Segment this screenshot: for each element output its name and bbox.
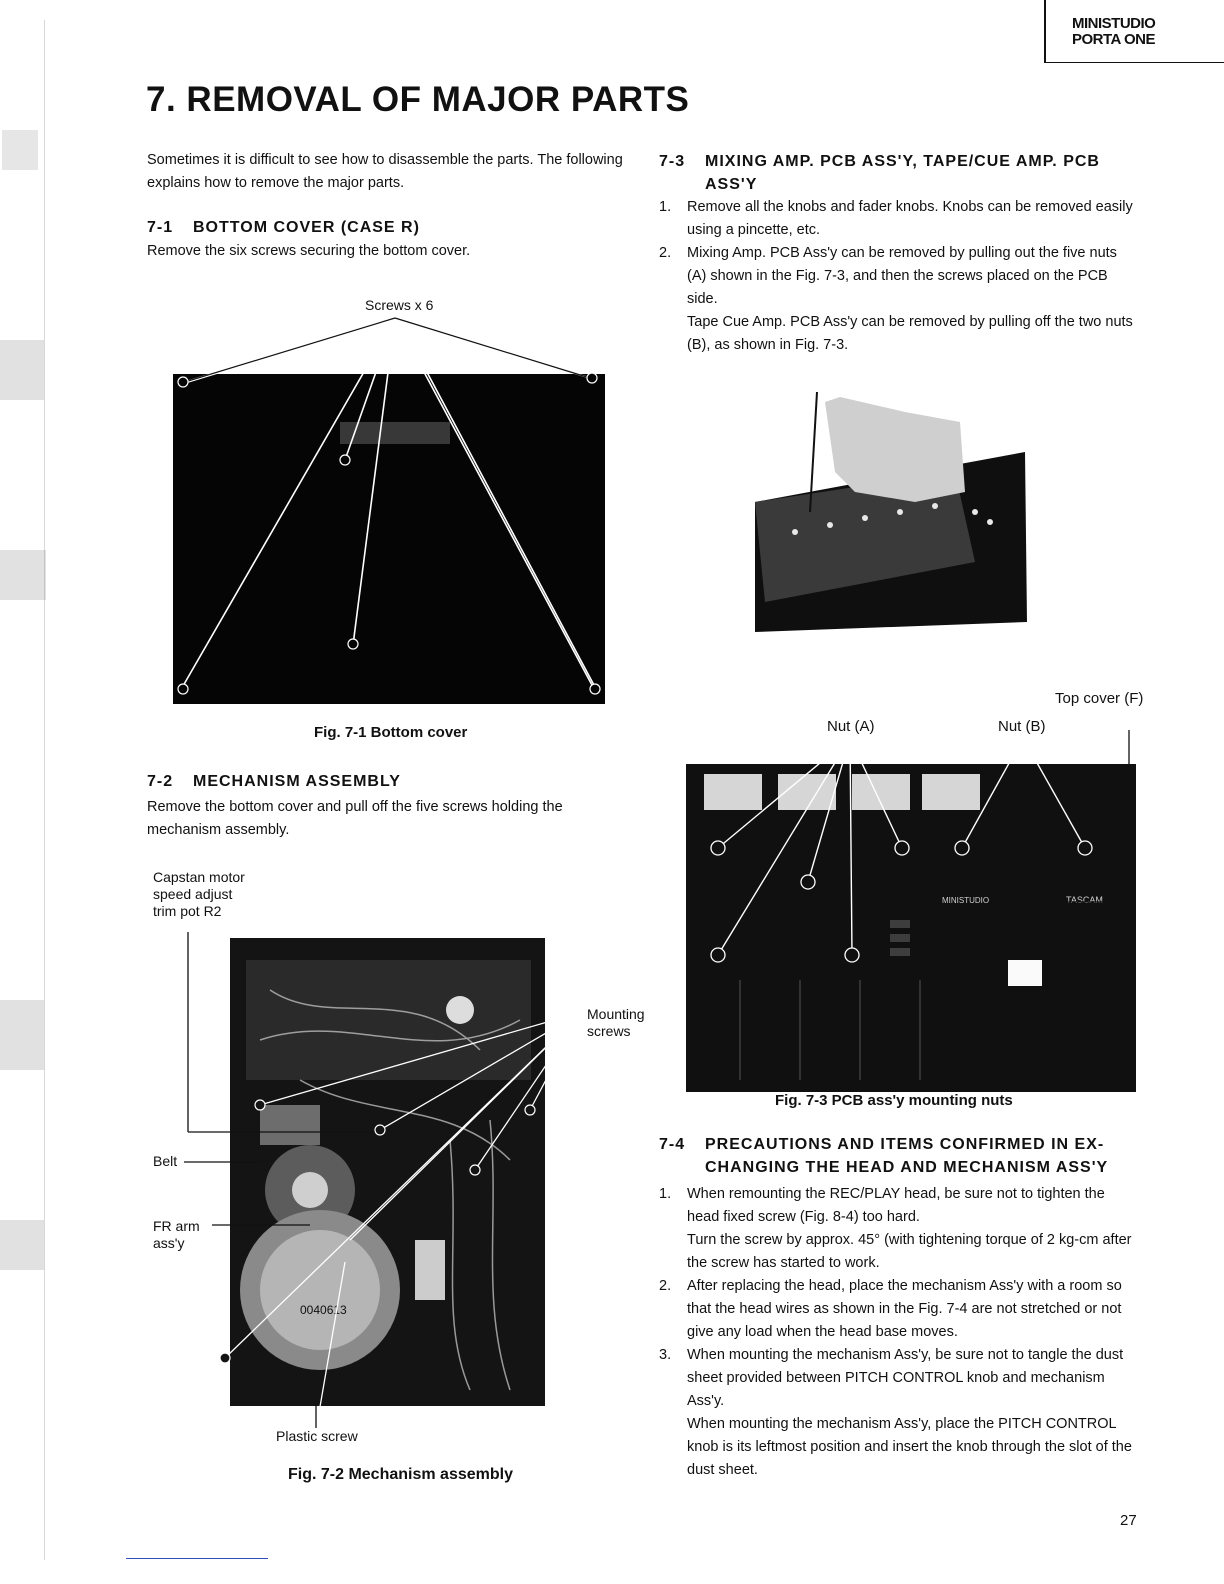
part-number-label: 0040613: [300, 1303, 347, 1317]
section-7-3-list: [659, 196, 1137, 357]
callout-mounting-screws: [587, 1006, 645, 1040]
trim-pot: [446, 996, 474, 1024]
section-7-4-item-2: [659, 1275, 1137, 1344]
section-7-3-number: 7-3: [659, 153, 686, 170]
mounting-screw-marker: [220, 1353, 230, 1363]
section-7-2-title: MECHANISM ASSEMBLY: [193, 773, 401, 790]
page-title: 7. REMOVAL OF MAJOR PARTS: [146, 80, 690, 119]
figure-7-2-caption: Fig. 7-2 Mechanism assembly: [288, 1466, 513, 1483]
mounting-screw-marker: [375, 1125, 385, 1135]
section-7-1-number: 7-1: [147, 219, 174, 236]
mechanism-pcb: [246, 960, 531, 1080]
nut-b-marker: [955, 841, 969, 855]
section-7-3-heading: [659, 150, 1149, 196]
section-7-4-title-line-1: PRECAUTIONS AND ITEMS CONFIRMED IN EX-: [705, 1136, 1105, 1153]
brand-line-1: MINISTUDIO: [1072, 15, 1156, 32]
section-7-4-item-2-text: After replacing the head, place the mechanism Ass'y with a room so that the head wires as shown in the Fig. 7-4 are not stretched or not give any load when the head base moves.: [687, 1278, 1122, 1340]
callout-mounting-line-2: screws: [587, 1023, 631, 1039]
mounting-screw-marker: [470, 1165, 480, 1175]
section-7-4-heading: [659, 1133, 1149, 1179]
section-7-4-item-1-text: When remounting the REC/PLAY head, be sure not to tighten the head fixed screw (Fig. 8-4) too hard.: [687, 1186, 1105, 1225]
section-7-4-number: 7-4: [659, 1136, 686, 1153]
section-7-3-item-2: [659, 242, 1137, 357]
figure-7-2-mechanism: [150, 920, 590, 1430]
mounting-screw-marker: [255, 1100, 265, 1110]
panel-label-tascam: TASCAM: [1066, 895, 1103, 905]
panel-label-ministudio: MINISTUDIO: [942, 896, 990, 905]
section-7-3-item-2-extra: Tape Cue Amp. PCB Ass'y can be removed by pulling off the two nuts (B), as shown in Fig. 7-3.: [687, 314, 1133, 353]
callout-belt: Belt: [153, 1153, 178, 1169]
mounting-screw-marker: [525, 1105, 535, 1115]
section-7-4-list: [659, 1183, 1137, 1482]
section-7-3-item-2-number: 2.: [659, 245, 672, 261]
section-7-4-item-3-extra: When mounting the mechanism Ass'y, place the PITCH CONTROL knob is its leftmost position and insert the knob through the slot of the dust sheet.: [687, 1416, 1132, 1478]
section-7-3-title-line-1: MIXING AMP. PCB ASS'Y, TAPE/CUE AMP. PCB: [705, 153, 1100, 170]
mixer-panel: [686, 764, 1136, 1092]
nut-a-marker: [711, 841, 725, 855]
callout-capstan-motor: [153, 869, 245, 920]
screw-marker: [340, 455, 350, 465]
section-7-1-title: BOTTOM COVER (CASE R): [193, 219, 420, 236]
section-7-3-item-1: [659, 196, 1137, 242]
section-7-1-body: Remove the six screws securing the bottom cover.: [147, 243, 471, 259]
nut-a-marker: [895, 841, 909, 855]
section-7-4-item-1: [659, 1183, 1137, 1275]
section-7-4-item-1-number: 1.: [659, 1186, 672, 1202]
callout-capstan-line-1: Capstan motor: [153, 869, 245, 885]
section-7-3-item-1-text: Remove all the knobs and fader knobs. Knobs can be removed easily using a pincette, etc.: [687, 199, 1133, 238]
capstan-hub: [292, 1172, 328, 1208]
callout-screws: Screws x 6: [365, 297, 434, 313]
scan-edge-artifact: [0, 0, 50, 1584]
intro-paragraph: Sometimes it is difficult to see how to disassemble the parts. The following explains how to remove the major parts.: [147, 152, 623, 191]
section-7-4-item-2-number: 2.: [659, 1278, 672, 1294]
callout-plastic-screw: Plastic screw: [276, 1428, 358, 1444]
section-7-3-item-1-number: 1.: [659, 199, 672, 215]
figure-knob-removal-photo: [755, 392, 1030, 632]
figure-7-3-caption: Fig. 7-3 PCB ass'y mounting nuts: [775, 1092, 1013, 1109]
callout-mounting-line-1: Mounting: [587, 1006, 645, 1022]
panel-display: [1008, 960, 1042, 986]
figure-7-1-caption: Fig. 7-1 Bottom cover: [314, 724, 468, 741]
section-7-4-item-3: [659, 1344, 1137, 1482]
section-7-4-item-1-extra: Turn the screw by approx. 45° (with tightening torque of 2 kg-cm after the screw has started to work.: [687, 1232, 1132, 1271]
section-7-2-heading: [147, 773, 401, 791]
motor-bracket: [260, 1105, 320, 1145]
section-7-2-number: 7-2: [147, 773, 174, 790]
screw-marker: [178, 377, 188, 387]
head-block: [415, 1240, 445, 1300]
callout-fr-line-1: FR arm: [153, 1218, 200, 1234]
screw-marker: [590, 684, 600, 694]
figure-7-1-bottom-cover: [165, 310, 615, 710]
brand-box: [1044, 0, 1224, 63]
section-7-4-title-line-2: CHANGING THE HEAD AND MECHANISM ASS'Y: [705, 1159, 1109, 1176]
callout-nut-b: Nut (B): [998, 718, 1046, 735]
section-7-2-body: Remove the bottom cover and pull off the five screws holding the mechanism assembly.: [147, 799, 563, 838]
screw-marker: [348, 639, 358, 649]
reel-drive-inner: [260, 1230, 380, 1350]
nut-a-marker: [711, 948, 725, 962]
screw-marker: [178, 684, 188, 694]
section-7-1-heading: [147, 219, 420, 237]
section-7-4-item-3-number: 3.: [659, 1347, 672, 1363]
callout-capstan-line-2: speed adjust: [153, 886, 233, 902]
section-7-3-item-2-text: Mixing Amp. PCB Ass'y can be removed by pulling out the five nuts (A) shown in the Fig. 7-3, and then the screws placed on the PCB side.: [687, 245, 1117, 307]
section-7-4-item-3-text: When mounting the mechanism Ass'y, be sure not to tangle the dust sheet provided between PITCH CONTROL knob and mechanism Ass'y.: [687, 1347, 1124, 1409]
screw-marker: [587, 373, 597, 383]
callout-capstan-line-3: trim pot R2: [153, 903, 222, 919]
callout-nut-a: Nut (A): [827, 718, 875, 735]
nut-b-marker: [1078, 841, 1092, 855]
brand-line-2: PORTA ONE: [1072, 31, 1156, 48]
page-number: 27: [1120, 1512, 1137, 1529]
callout-top-cover: Top cover (F): [1055, 690, 1144, 707]
callout-fr-line-2: ass'y: [153, 1235, 185, 1251]
section-7-3-title-line-2: ASS'Y: [705, 176, 758, 193]
bottom-rule: [126, 1558, 268, 1559]
figure-7-3-pcb-nuts: [680, 730, 1150, 1095]
nut-a-marker: [845, 948, 859, 962]
nut-a-marker: [801, 875, 815, 889]
